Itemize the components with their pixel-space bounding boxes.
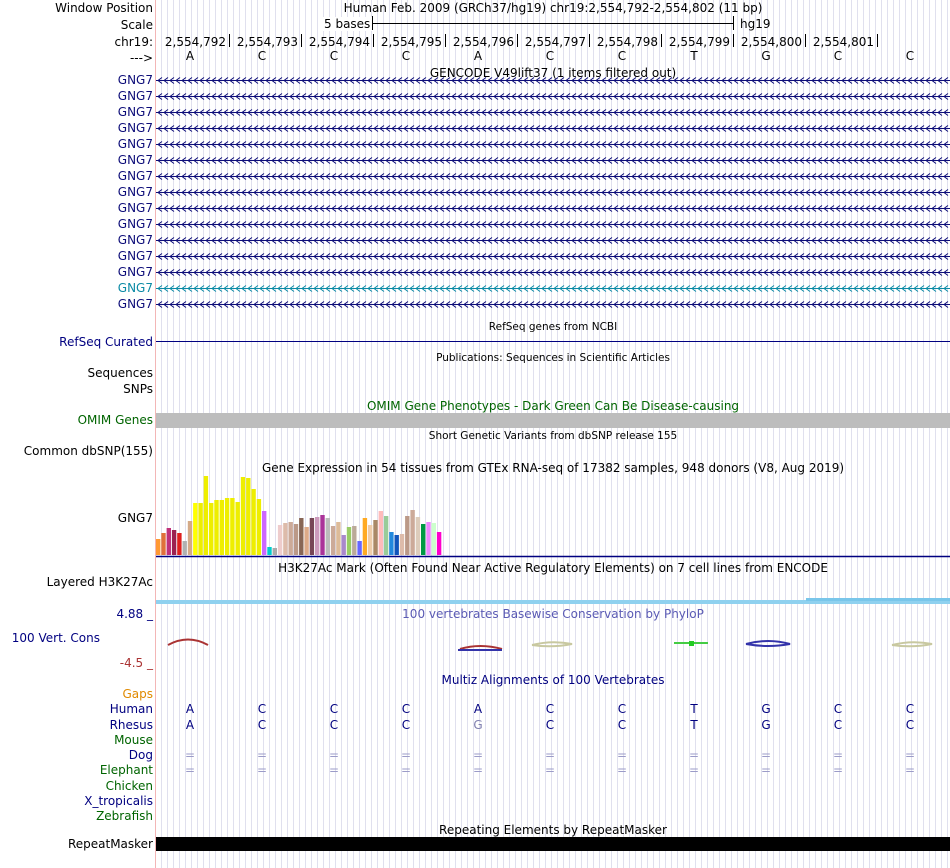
omim-phenotype-bar[interactable]: [156, 413, 950, 428]
gtex-tissue-bar[interactable]: [236, 502, 240, 555]
conservation-min-label: -4.5 _: [119, 656, 153, 670]
sequences-track-label[interactable]: Sequences: [87, 366, 153, 380]
gtex-tissue-bar[interactable]: [416, 517, 420, 555]
gencode-gene-label[interactable]: GNG7: [117, 73, 153, 87]
gtex-tissue-bar[interactable]: [347, 527, 351, 555]
gencode-gene-label[interactable]: GNG7: [117, 153, 153, 167]
gtex-tissue-bar[interactable]: [156, 539, 160, 555]
gencode-transcript[interactable]: [156, 284, 950, 293]
reference-base: C: [545, 49, 555, 63]
multiz-aligned-base: C: [329, 702, 339, 716]
multiz-aligned-base: =: [760, 748, 772, 762]
multiz-aligned-base: T: [690, 718, 698, 732]
gtex-tissue-bar[interactable]: [342, 535, 346, 555]
gtex-tissue-bar[interactable]: [395, 535, 399, 555]
ruler-position-label: 2,554,798: [596, 35, 658, 49]
conservation-score-mark: [168, 640, 208, 646]
ruler-tick: [877, 34, 878, 47]
gtex-tissue-bar[interactable]: [426, 522, 430, 555]
reference-base: C: [329, 49, 339, 63]
multiz-species-label[interactable]: Gaps: [122, 687, 153, 701]
gtex-tissue-bar[interactable]: [241, 477, 245, 555]
reference-base: C: [257, 49, 267, 63]
multiz-species-label[interactable]: Chicken: [105, 779, 153, 793]
multiz-species-label[interactable]: X_tropicalis: [84, 794, 153, 808]
gtex-tissue-bar[interactable]: [230, 498, 234, 555]
db-label: hg19: [740, 17, 771, 31]
gtex-tissue-bar[interactable]: [183, 541, 187, 555]
multiz-aligned-base: C: [401, 718, 411, 732]
gtex-tissue-bar[interactable]: [299, 518, 303, 555]
multiz-aligned-base: A: [473, 702, 483, 716]
gtex-tissue-bar[interactable]: [352, 526, 356, 555]
gtex-tissue-bar[interactable]: [384, 516, 388, 555]
gtex-tissue-bar[interactable]: [363, 518, 367, 555]
h3k27ac-signal-peak[interactable]: [806, 598, 950, 601]
publications-track-title: Publications: Sequences in Scientific Articles: [436, 352, 670, 364]
gencode-gene-label[interactable]: GNG7: [117, 137, 153, 151]
multiz-aligned-base: =: [688, 763, 700, 777]
multiz-aligned-base: =: [904, 748, 916, 762]
multiz-aligned-base: A: [185, 702, 195, 716]
omim-track-label[interactable]: OMIM Genes: [77, 413, 153, 427]
reference-base: C: [617, 49, 627, 63]
gencode-transcript[interactable]: [156, 188, 950, 197]
h3k27ac-track-label[interactable]: Layered H3K27Ac: [46, 575, 153, 589]
conservation-track-label[interactable]: 100 Vert. Cons: [11, 631, 100, 645]
refseq-track-label[interactable]: RefSeq Curated: [59, 335, 153, 349]
gencode-gene-label[interactable]: GNG7: [117, 201, 153, 215]
gtex-tissue-bar[interactable]: [225, 498, 229, 555]
multiz-track-title: Multiz Alignments of 100 Vertebrates: [441, 673, 665, 687]
gencode-gene-label[interactable]: GNG7: [117, 265, 153, 279]
multiz-species-label[interactable]: Human: [109, 702, 153, 716]
scale-bar: [372, 16, 734, 30]
repeatmasker-track-label[interactable]: RepeatMasker: [67, 837, 153, 851]
multiz-aligned-base: =: [256, 763, 268, 777]
multiz-aligned-base: C: [545, 702, 555, 716]
gtex-tissue-bar[interactable]: [167, 528, 171, 555]
refseq-gene-line[interactable]: [156, 341, 950, 342]
gtex-tissue-bar[interactable]: [304, 527, 308, 555]
gtex-tissue-bar[interactable]: [262, 511, 266, 555]
multiz-aligned-base: =: [400, 748, 412, 762]
multiz-aligned-base: C: [617, 702, 627, 716]
assembly-title: Human Feb. 2009 (GRCh37/hg19) chr19:2,554,792-2,554,802 (11 bp): [343, 1, 763, 15]
multiz-aligned-base: C: [905, 702, 915, 716]
gtex-tissue-bar[interactable]: [437, 532, 441, 555]
multiz-aligned-base: =: [328, 763, 340, 777]
ruler-position-label: 2,554,795: [380, 35, 442, 49]
conservation-graph[interactable]: [156, 630, 950, 660]
gencode-gene-label[interactable]: GNG7: [117, 105, 153, 119]
ruler-position-label: 2,554,800: [740, 35, 802, 49]
multiz-aligned-base: =: [472, 748, 484, 762]
multiz-aligned-base: =: [832, 763, 844, 777]
multiz-aligned-base: G: [761, 718, 771, 732]
gtex-tissue-bar[interactable]: [161, 533, 165, 555]
multiz-aligned-base: =: [184, 763, 196, 777]
gtex-tissue-bar[interactable]: [320, 515, 324, 555]
reference-base: A: [473, 49, 483, 63]
reference-base: C: [905, 49, 915, 63]
multiz-aligned-base: C: [257, 718, 267, 732]
gtex-tissue-bar[interactable]: [336, 522, 340, 555]
gencode-transcript[interactable]: [156, 236, 950, 245]
multiz-aligned-base: =: [616, 763, 628, 777]
gtex-expression-chart[interactable]: [156, 474, 950, 558]
gtex-tissue-bar[interactable]: [220, 500, 224, 555]
multiz-aligned-base: =: [544, 763, 556, 777]
gtex-tissue-bar[interactable]: [246, 478, 250, 555]
gtex-tissue-bar[interactable]: [198, 503, 202, 555]
multiz-aligned-base: T: [690, 702, 698, 716]
conservation-score-mark: [892, 642, 932, 646]
gtex-tissue-bar[interactable]: [405, 516, 409, 555]
conservation-score-mark: [689, 641, 694, 646]
gencode-transcript[interactable]: [156, 124, 950, 133]
gencode-transcript[interactable]: [156, 156, 950, 165]
gencode-transcript[interactable]: [156, 172, 950, 181]
scale-bar-text: 5 bases: [324, 17, 371, 31]
reference-base: G: [761, 49, 771, 63]
ruler-position-label: 2,554,794: [308, 35, 370, 49]
gtex-tissue-bar[interactable]: [172, 530, 176, 555]
gtex-tissue-bar[interactable]: [177, 533, 181, 555]
gencode-transcript[interactable]: [156, 252, 950, 261]
gencode-gene-label[interactable]: GNG7: [117, 121, 153, 135]
multiz-aligned-base: =: [760, 763, 772, 777]
gencode-gene-label[interactable]: GNG7: [117, 89, 153, 103]
window-position-label: Window Position: [55, 1, 153, 15]
gtex-gene-label[interactable]: GNG7: [117, 511, 153, 525]
conservation-max-label: 4.88 _: [116, 607, 153, 621]
gencode-gene-label[interactable]: GNG7: [117, 281, 153, 295]
multiz-species-label[interactable]: Zebrafish: [96, 809, 153, 823]
chrom-label: chr19:: [114, 35, 153, 49]
conservation-track-title: 100 vertebrates Basewise Conservation by PhyloP: [402, 607, 704, 621]
scale-label: Scale: [120, 18, 153, 32]
gtex-tissue-bar[interactable]: [294, 524, 298, 555]
multiz-aligned-base: C: [905, 718, 915, 732]
multiz-aligned-base: =: [472, 763, 484, 777]
gencode-transcript[interactable]: [156, 140, 950, 149]
h3k27ac-track-title: H3K27Ac Mark (Often Found Near Active Regulatory Elements) on 7 cell lines from ENCODE: [278, 561, 828, 575]
gtex-tissue-bar[interactable]: [400, 534, 404, 555]
gtex-tissue-bar[interactable]: [368, 525, 372, 555]
gtex-tissue-bar[interactable]: [257, 499, 261, 555]
reference-base: A: [185, 49, 195, 63]
multiz-aligned-base: C: [617, 718, 627, 732]
multiz-aligned-base: =: [688, 748, 700, 762]
gtex-tissue-bar[interactable]: [421, 524, 425, 555]
reference-base: C: [833, 49, 843, 63]
multiz-aligned-base: C: [833, 718, 843, 732]
multiz-aligned-base: G: [473, 718, 483, 732]
ruler-position-label: 2,554,792: [164, 35, 226, 49]
gtex-tissue-bar[interactable]: [209, 503, 213, 555]
gtex-tissue-bar[interactable]: [204, 476, 208, 555]
ruler-position-label: 2,554,801: [812, 35, 874, 49]
gtex-tissue-bar[interactable]: [315, 517, 319, 555]
reference-base: T: [690, 49, 698, 63]
gtex-track-title: Gene Expression in 54 tissues from GTEx RNA-seq of 17382 samples, 948 donors (V8, Aug 2019): [261, 461, 845, 475]
track-label-column: [0, 0, 156, 868]
multiz-aligned-base: =: [328, 748, 340, 762]
conservation-score-mark: [532, 642, 572, 646]
gtex-tissue-bar[interactable]: [331, 526, 335, 555]
gtex-tissue-bar[interactable]: [410, 510, 414, 555]
gencode-transcript[interactable]: [156, 220, 950, 229]
multiz-aligned-base: C: [545, 718, 555, 732]
multiz-aligned-base: C: [401, 702, 411, 716]
multiz-species-label[interactable]: Elephant: [99, 763, 153, 777]
multiz-aligned-base: =: [400, 763, 412, 777]
ruler-position-label: 2,554,796: [452, 35, 514, 49]
multiz-aligned-base: =: [544, 748, 556, 762]
reference-base: C: [401, 49, 411, 63]
gtex-tissue-bar[interactable]: [326, 518, 330, 555]
multiz-species-label[interactable]: Mouse: [114, 733, 153, 747]
snps-track-label[interactable]: SNPs: [123, 382, 153, 396]
omim-track-title: OMIM Gene Phenotypes - Dark Green Can Be Disease-causing: [366, 399, 740, 413]
multiz-aligned-base: C: [833, 702, 843, 716]
gencode-gene-label[interactable]: GNG7: [117, 185, 153, 199]
gencode-track-title: GENCODE V49lift37 (1 items filtered out): [429, 66, 677, 80]
multiz-species-label[interactable]: Dog: [128, 748, 153, 762]
gencode-gene-label[interactable]: GNG7: [117, 169, 153, 183]
gtex-tissue-bar[interactable]: [310, 518, 314, 555]
track-area[interactable]: [156, 0, 950, 868]
gtex-tissue-bar[interactable]: [251, 489, 255, 555]
gtex-tissue-bar[interactable]: [273, 548, 277, 555]
gtex-tissue-bar[interactable]: [278, 525, 282, 555]
gencode-transcript[interactable]: [156, 268, 950, 277]
gencode-gene-label[interactable]: GNG7: [117, 217, 153, 231]
multiz-aligned-base: =: [904, 763, 916, 777]
gtex-tissue-bar[interactable]: [389, 532, 393, 555]
multiz-aligned-base: C: [329, 718, 339, 732]
repeatmasker-track-title: Repeating Elements by RepeatMasker: [439, 823, 667, 837]
gencode-transcript[interactable]: [156, 300, 950, 309]
multiz-aligned-base: G: [761, 702, 771, 716]
refseq-track-title: RefSeq genes from NCBI: [488, 321, 618, 333]
gtex-tissue-bar[interactable]: [289, 522, 293, 555]
gencode-transcript[interactable]: [156, 76, 950, 85]
conservation-score-mark: [460, 646, 502, 649]
multiz-aligned-base: =: [832, 748, 844, 762]
gtex-tissue-bar[interactable]: [357, 541, 361, 555]
strand-label: --->: [129, 51, 153, 65]
gtex-tissue-bar[interactable]: [379, 511, 383, 555]
multiz-aligned-base: =: [184, 748, 196, 762]
ruler-position-label: 2,554,799: [668, 35, 730, 49]
multiz-species-label[interactable]: Rhesus: [109, 718, 153, 732]
gencode-gene-label[interactable]: GNG7: [117, 233, 153, 247]
conservation-score-mark: [746, 641, 790, 646]
multiz-aligned-base: C: [257, 702, 267, 716]
gtex-tissue-bar[interactable]: [188, 521, 192, 555]
dbsnp-track-label[interactable]: Common dbSNP(155): [23, 444, 153, 458]
gencode-transcript[interactable]: [156, 108, 950, 117]
gtex-tissue-bar[interactable]: [432, 523, 436, 555]
ruler-position-label: 2,554,797: [524, 35, 586, 49]
gencode-transcript[interactable]: [156, 204, 950, 213]
dbsnp-track-title: Short Genetic Variants from dbSNP release 155: [428, 430, 678, 442]
ruler-position-label: 2,554,793: [236, 35, 298, 49]
gtex-tissue-bar[interactable]: [373, 520, 377, 555]
gtex-tissue-bar[interactable]: [283, 523, 287, 555]
multiz-aligned-base: A: [185, 718, 195, 732]
gencode-gene-label[interactable]: GNG7: [117, 297, 153, 311]
gtex-tissue-bar[interactable]: [267, 547, 271, 555]
gencode-transcript[interactable]: [156, 92, 950, 101]
multiz-aligned-base: =: [616, 748, 628, 762]
multiz-aligned-base: =: [256, 748, 268, 762]
repeatmasker-element[interactable]: [156, 837, 950, 851]
gtex-tissue-bar[interactable]: [214, 500, 218, 555]
gencode-gene-label[interactable]: GNG7: [117, 249, 153, 263]
gtex-tissue-bar[interactable]: [193, 503, 197, 555]
